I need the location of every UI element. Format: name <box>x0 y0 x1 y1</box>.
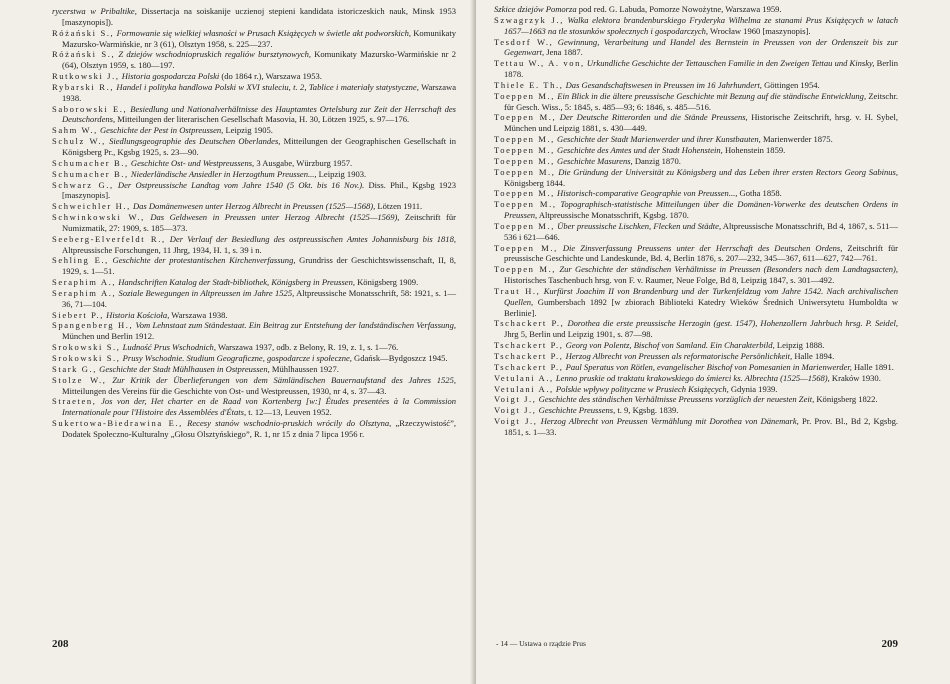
bibliography-entry <box>52 136 456 158</box>
right-page-number: 209 <box>881 638 898 650</box>
entry-details: Gumbersbach 1892 [w zbiorach Biblioteki Katedry Wieków Średnich Uniwersytetu Humboldta w Berlinie]. <box>504 296 898 318</box>
entry-title: Paul Speratus von Rötlen, evangelischer Bischof von Pomesanien in Marienwerder, <box>563 361 852 372</box>
bibliography-entry <box>494 134 898 145</box>
entry-details: Königsberg 1822. <box>814 394 878 405</box>
entry-author: Toeppen M., <box>494 188 555 199</box>
bibliography-entry <box>52 234 456 256</box>
entry-author: Toeppen M., <box>494 144 555 155</box>
entry-author: Schweichler H., <box>52 201 131 212</box>
entry-title: Recesy stanów wschodnio-pruskich wrócily do Olsztyna, <box>182 418 392 429</box>
entry-author: Różański S., <box>52 27 115 38</box>
entry-details: Halle 1891. <box>851 361 894 372</box>
entry-title: Dorothea die erste preussische Herzogin (gest. 1547), Hohenzollern Jahrbuch hrsg. P. Seidel, <box>564 318 899 329</box>
entry-title: Geschichte der protestantischen Kirchenverfassung, <box>108 255 296 266</box>
bibliography-entry <box>52 201 456 212</box>
entry-details: Zeitschrift für Numizmatik, 27: 1909, s. 185—373. <box>62 212 456 233</box>
entry-title: rycerstwa w Pribaltike, <box>52 6 137 16</box>
bibliography-entry <box>52 418 456 440</box>
entry-details: Zeitschr. für Gesch. Wiss., 5: 1845, s. 485—93; 6: 1846, s. 485—516. <box>504 90 898 112</box>
bibliography-entry <box>52 6 456 28</box>
bibliography-entry <box>494 394 898 405</box>
entry-details: Berlin 1878. <box>504 58 899 80</box>
entry-details: Halle 1894. <box>792 351 835 361</box>
entry-author: Voigt J., <box>494 405 537 416</box>
bibliography-entry <box>494 188 898 199</box>
entry-author: Thiele E. Th., <box>494 79 564 90</box>
entry-author: Tschackert P., <box>494 318 565 329</box>
bibliography-entry <box>52 364 456 375</box>
entry-title: Geschichte der Stadt Marienwerder und ihrer Kunstbauten, <box>554 134 761 145</box>
bibliography-entry <box>52 49 456 71</box>
bibliography-entry <box>52 125 456 136</box>
entry-author: Voigt J., <box>494 394 537 405</box>
entry-author: Toeppen M., <box>494 264 557 275</box>
entry-details: Warszawa 1938. <box>169 309 228 320</box>
bibliography-entry <box>494 351 898 362</box>
entry-title: Der Deutsche Ritterorden und die Stände Preussens, <box>556 112 748 123</box>
entry-details: Warszawa 1938. <box>62 81 456 103</box>
bibliography-entry <box>494 264 898 286</box>
entry-details: Danzig 1870. <box>632 155 681 166</box>
entry-author: Toeppen M., <box>494 199 557 210</box>
bibliography-entry <box>494 199 898 221</box>
bibliography-entry <box>494 362 898 373</box>
entry-author: Spangenberg H., <box>52 320 134 331</box>
bibliography-entry <box>494 318 898 340</box>
entry-title: Geschichte des Amtes und der Stadt Hohenstein, <box>554 144 723 155</box>
entry-details: Komunikaty Mazursko-Warmińskie nr 2 (64), Olsztyn 1959, s. 180—197. <box>62 49 456 71</box>
entry-title: Historisch-comparative Geographie von Preussen..., <box>554 188 738 199</box>
entry-details: Pr. Prov. Bl., Bd 2, Kgsbg. 1851, s. 1—33. <box>504 416 898 437</box>
entry-author: Srokowski S., <box>52 342 121 353</box>
entry-author: Schumacher B., <box>52 157 129 168</box>
bibliography-entry <box>52 277 456 288</box>
entry-author: Sukertowa-Biedrawina E., <box>52 418 183 429</box>
entry-title: Ludność Prus Wschodnich, <box>120 342 216 353</box>
bibliography-entry <box>494 80 898 91</box>
entry-details: Warszawa 1937, odb. z Belony, R. 19, z. 1, s. 1—76. <box>215 342 399 353</box>
entry-author: Voigt J., <box>494 416 538 427</box>
bibliography-entry <box>52 288 456 310</box>
entry-title: Das Domänenwesen unter Herzog Albrecht in Preussen (1525—1568), <box>130 201 376 212</box>
entry-title: Niederländische Ansiedler in Herzogthum Preussen..., <box>128 168 317 179</box>
entry-author: Schwinkowski W., <box>52 212 145 223</box>
entry-details: Historische Zeitschrift, hrsg. v. H. Sybel, München und Leipzig 1881, s. 430—449. <box>504 112 899 134</box>
entry-details: Grundriss der Geschichtswissenschaft, II, 8, 1929, s. 1—51. <box>62 255 457 277</box>
bibliography-entry <box>52 342 456 353</box>
entry-details: Mitteilungen der literarischen Gesellschaft Masovia, H. 30, Lötzen 1925, s. 97—176. <box>115 114 410 125</box>
entry-details: Gotha 1858. <box>737 188 782 199</box>
entry-details: Göttingen 1954. <box>761 79 820 90</box>
entry-author: Tesdorf W., <box>494 36 554 47</box>
entry-author: Toeppen M., <box>494 90 556 101</box>
entry-author: Różański S., <box>52 49 116 60</box>
entry-title: Ein Blick in die ältere preussische Geschichte mit Bezung auf die ständische Entwicklung, <box>555 90 867 101</box>
entry-author: Tettau W., A. von, <box>494 58 585 69</box>
entry-author: Schumacher B., <box>52 168 129 179</box>
bibliography-entry <box>494 37 898 59</box>
bibliography-entry <box>494 156 898 167</box>
entry-details: Jhrg 5, Berlin und Leipzig 1901, s. 87—98. <box>504 329 653 340</box>
entry-title: Georg von Polentz, Bischof von Samland. Ein Charakterbild, <box>563 340 775 351</box>
entry-title: Gewinnung, Verarbeitung und Handel des Bernstein in Preussen von der Ordenszeit bis zur Gegenwart, <box>504 36 898 58</box>
entry-author: Straeten, <box>52 396 97 407</box>
bibliography-entry <box>52 82 456 104</box>
entry-title: Der Verlauf der Besiedlung des ostpreussischen Amtes Johannisburg bis 1818, <box>165 233 456 244</box>
entry-title: Szkice dziejów Pomorza <box>494 4 577 14</box>
right-bibliography <box>494 4 898 438</box>
bibliography-entry <box>494 416 898 438</box>
entry-author: Tschackert P., <box>494 361 564 372</box>
entry-details: 3 Ausgabe, Würzburg 1957. <box>254 157 353 168</box>
entry-author: Traut H., <box>494 285 541 296</box>
entry-title: Der Ostpreussische Landtag vom Jahre 1540 (5 Okt. bis 16 Nov.). <box>113 179 365 190</box>
bibliography-entry <box>52 169 456 180</box>
entry-details: Marienwerder 1875. <box>760 134 833 145</box>
bibliography-entry <box>494 58 898 80</box>
entry-title: Handel i polityka handlowa Polski w XVI stuleciu, t. 2, Tablice i materiały statystyczne, <box>114 81 419 92</box>
bibliography-entry <box>494 167 898 189</box>
entry-author: Toeppen M., <box>494 134 555 145</box>
entry-author: Stark G., <box>52 363 98 374</box>
entry-title: Herzog Albrecht von Preussen Vermählung mit Dorothea von Dänemark, <box>537 416 799 427</box>
entry-details: Leipzig 1903. <box>316 168 367 179</box>
bibliography-entry <box>52 28 456 50</box>
entry-title: Geschichte Masurens, <box>554 155 633 166</box>
entry-author: Vetulani A., <box>494 383 554 394</box>
bibliography-entry <box>494 221 898 243</box>
entry-details: Gdynia 1939. <box>728 383 778 394</box>
entry-author: Tschackert P., <box>494 351 564 361</box>
entry-details: Historisches Taschenbuch hrsg. von F. v. Raumer, Neue Folge, Bd 8, Leipzig 1847, s. 301—492. <box>504 275 835 286</box>
printer-signature: - 14 — Ustawa o rządzie Prus <box>496 639 586 648</box>
entry-title: Geschichte des ständischen Verhältnisse Preussens vorzüglich der neuesten Zeit, <box>536 394 815 405</box>
entry-title: Walka elektora brandenburskiego Fryderyka Wilhelma ze stanami Prus Książęcych w latach 1657—1663 na tle stosunków społecznych i gospodarczych, <box>504 14 898 36</box>
bibliography-entry <box>494 145 898 156</box>
entry-title: Besiedlung und Nationalverhältnisse des Hauptamtes Ortelsburg zur Zeit der Herrschaft des Deutschordens, <box>62 103 456 125</box>
entry-author: Sahm W., <box>52 125 98 136</box>
entry-title: Geschichte der Pest in Ostpreussen, <box>97 125 224 136</box>
entry-title: Zur Geschichte der ständischen Verhältnisse in Preussen (Besonders nach dem Landtagsacten), <box>556 264 899 275</box>
entry-title: Topographisch-statistische Mitteilungen über die Domänen-Vorwerke des deutschen Ordens in Preussen, <box>504 199 898 221</box>
entry-author: Toeppen M., <box>494 242 558 253</box>
entry-author: Szwagrzyk J., <box>494 14 564 25</box>
bibliography-entry <box>52 255 456 277</box>
left-page-number: 208 <box>52 638 69 650</box>
entry-details: Lötzen 1911. <box>375 201 423 212</box>
bibliography-entry <box>494 384 898 395</box>
entry-details: Jena 1887. <box>544 47 583 58</box>
entry-author: Schwarz G., <box>52 179 114 190</box>
bibliography-entry <box>494 243 898 265</box>
entry-author: Toeppen M., <box>494 220 555 231</box>
entry-details: Leipzig 1888. <box>774 340 825 351</box>
entry-details: Königsberg 1844. <box>504 177 566 188</box>
bibliography-entry <box>52 180 456 202</box>
entry-title: Geschichte Preussens, <box>536 405 616 416</box>
right-page <box>476 0 950 684</box>
bibliography-entry <box>494 405 898 416</box>
entry-title: Siedlungsgeographie des Deutschen Oberlandes, <box>105 136 281 147</box>
entry-author: Stolze W., <box>52 374 107 385</box>
entry-author: Saborowski E., <box>52 103 128 114</box>
bibliography-entry <box>494 4 898 15</box>
entry-details: (do 1864 r.), Warszawa 1953. <box>219 71 322 82</box>
entry-title: Historia gospodarcza Polski <box>119 71 220 82</box>
entry-details: t. 9, Kgsbg. 1839. <box>615 405 679 416</box>
entry-author: Siebert P., <box>52 309 105 320</box>
entry-author: Toeppen M., <box>494 166 556 177</box>
bibliography-entry <box>494 91 898 113</box>
entry-author: Toeppen M., <box>494 112 557 123</box>
entry-author: Srokowski S., <box>52 353 121 363</box>
entry-title: Kurfürst Joachim II von Brandenburg und der Turkenfeldzug vom Jahre 1542. Nach archivalischen Quellen, <box>504 285 898 307</box>
entry-title: Herzog Albrecht von Preussen als reformatorische Persönlichkeit, <box>563 351 793 361</box>
bibliography-entry <box>52 212 456 234</box>
bibliography-entry <box>494 15 898 37</box>
bibliography-entry <box>494 112 898 134</box>
entry-details: Mitteilungen der Geographischen Gesellschaft in Königsberg Pr., Kgsbg 1925, s. 23—90. <box>62 136 456 157</box>
entry-details: Altpreussische Monatsschrift, 58: 1921, s. 1—36, 71—104. <box>62 287 456 309</box>
entry-details: Komunikaty Mazursko-Warmińskie, nr 3 (61), Olsztyn 1958, s. 225—237. <box>62 27 456 49</box>
entry-title: Soziale Bewegungen in Altpreussen im Jahre 1525, <box>116 287 295 298</box>
entry-author: Seeberg-Elverfeldt R., <box>52 233 166 244</box>
entry-author: Vetulani A., <box>494 372 554 383</box>
entry-author: Schulz W., <box>52 136 106 147</box>
entry-title: Z dziejów wschodniopruskich regaliów bursztynowych, <box>115 49 312 60</box>
entry-details: München und Berlin 1912. <box>62 331 155 342</box>
bibliography-entry <box>52 375 456 397</box>
entry-author: Rutkowski J., <box>52 71 120 82</box>
entry-title: Handschriften Katalog der Stadt-bibliothek, Königsberg in Preussen, <box>116 277 355 288</box>
entry-details: Dissertacja na soiskanije uczienoj stepieni kandidata istoriczeskich nauk, Minsk 1953 [maszynopis]). <box>62 6 456 27</box>
entry-title: Die Gründung der Universität zu Königsberg und das Leben ihrer ersten Rectors Georg Sabinus, <box>555 166 898 177</box>
entry-details: Mitteilungen des Vereins für die Geschichte von Ost- und Westpreussen, 1930, nr 4, s. 37—43. <box>62 385 387 396</box>
entry-title: Formowanie się wielkiej własności w Prusach Książęcych w świetle akt podworskich, <box>114 27 411 38</box>
entry-title: Zur Kritik der Überlieferungen von dem Sämländischen Bauernaufstand des Jahres 1525, <box>106 374 456 385</box>
left-page <box>0 0 474 684</box>
bibliography-entry <box>52 353 456 364</box>
entry-title: Urkundliche Geschichte der Tettauschen Familie in den Zweigen Tettau und Kinsky, <box>584 58 875 69</box>
entry-details: Altpreussische Monatsschrift, Kgsbg. 1870. <box>537 210 689 221</box>
entry-title: Vom Lehnstaat zum Ständestaat. Ein Beitrag zur Entstehung der landständischen Verfassung, <box>133 320 456 331</box>
bibliography-entry <box>52 320 456 342</box>
entry-title: Das Gesandschaftswesen in Preussen im 16 Jahrhundert, <box>563 79 762 90</box>
entry-details: Diss. Phil., Kgsbg 1923 [maszynopis]. <box>62 179 456 201</box>
entry-title: Das Geldwesen in Preussen unter Herzog Albrecht (1525—1569), <box>144 212 400 223</box>
entry-author: Sehling E., <box>52 255 109 266</box>
entry-details: Kraków 1930. <box>829 372 881 383</box>
entry-title: Geschichte Ost- und Westpreussens, <box>128 157 255 168</box>
entry-title: Prusy Wschodnie. Studium Geograficzne, gospodarcze i społeczne, <box>120 353 352 363</box>
entry-title: Die Zinsverfassung Preussens unter der Herrschaft des Deutschen Ordens, <box>557 242 843 253</box>
bibliography-entry <box>494 286 898 319</box>
bibliography-entry <box>52 158 456 169</box>
bibliography-entry <box>494 340 898 351</box>
entry-title: Geschichte der Stadt Mühlhausen in Ostpreussen, <box>97 363 270 374</box>
entry-title: Historia Kościoła, <box>104 309 170 320</box>
entry-author: Rybarski R., <box>52 81 115 92</box>
entry-details: Altpreussische Monatsschrift, Bd 4, 1867, s. 511—536 i 621—646. <box>504 220 898 242</box>
entry-author: Seraphim A., <box>52 277 117 288</box>
entry-details: Leipzig 1905. <box>223 125 273 136</box>
entry-details: Mühlhaussen 1927. <box>269 363 339 374</box>
entry-details: t. 12—13, Leuven 1952. <box>246 407 332 418</box>
entry-details: pod red. G. Labuda, Pomorze Nowożytne, Warszawa 1959. <box>576 4 782 14</box>
entry-title: Polskie wpływy polityczne w Prusiech Książęcych, <box>553 383 729 394</box>
bibliography-entry <box>494 373 898 384</box>
bibliography-entry <box>52 396 456 418</box>
entry-details: Altpreussische Forschungen, 11 Jhrg, 1934, H. 1, s. 39 i n. <box>62 244 262 255</box>
entry-details: „Rzeczywistość”, Dodatek Społeczno-Kulturalny „Głosu Olsztyńskiego”, R. 1, nr 15 z dnia 7 lipca 1956 r. <box>62 418 456 439</box>
entry-details: Hohenstein 1859. <box>722 144 786 155</box>
entry-author: Toeppen M., <box>494 155 555 166</box>
entry-title: Jos von der, Het charter en de Raad von Kortenberg [w:] Études presentées à la Commission Internationale pour l'Histoire des Assemblées d'États, <box>62 396 456 418</box>
entry-title: Lenno pruskie od traktatu krakowskiego do śmierci ks. Albrechta (1525—1568), <box>553 372 830 383</box>
entry-details: Gdańsk—Bydgoszcz 1945. <box>351 353 448 363</box>
entry-author: Tschackert P., <box>494 340 564 351</box>
entry-details: Königsberg 1909. <box>354 277 419 288</box>
entry-title: Über preussische Lischken, Flecken und Städte, <box>554 220 722 231</box>
left-bibliography <box>52 6 456 440</box>
entry-details: Zeitschrift für preussische Geschichte und Landeskunde, Bd. 4, Berlin 1876, s. 207—232, 345—367, 611—627, 742—761. <box>504 242 899 264</box>
entry-author: Seraphim A., <box>52 287 117 298</box>
bibliography-entry <box>52 310 456 321</box>
bibliography-entry <box>52 104 456 126</box>
entry-details: Wrocław 1960 [maszynopis]. <box>708 25 811 36</box>
bibliography-entry <box>52 71 456 82</box>
